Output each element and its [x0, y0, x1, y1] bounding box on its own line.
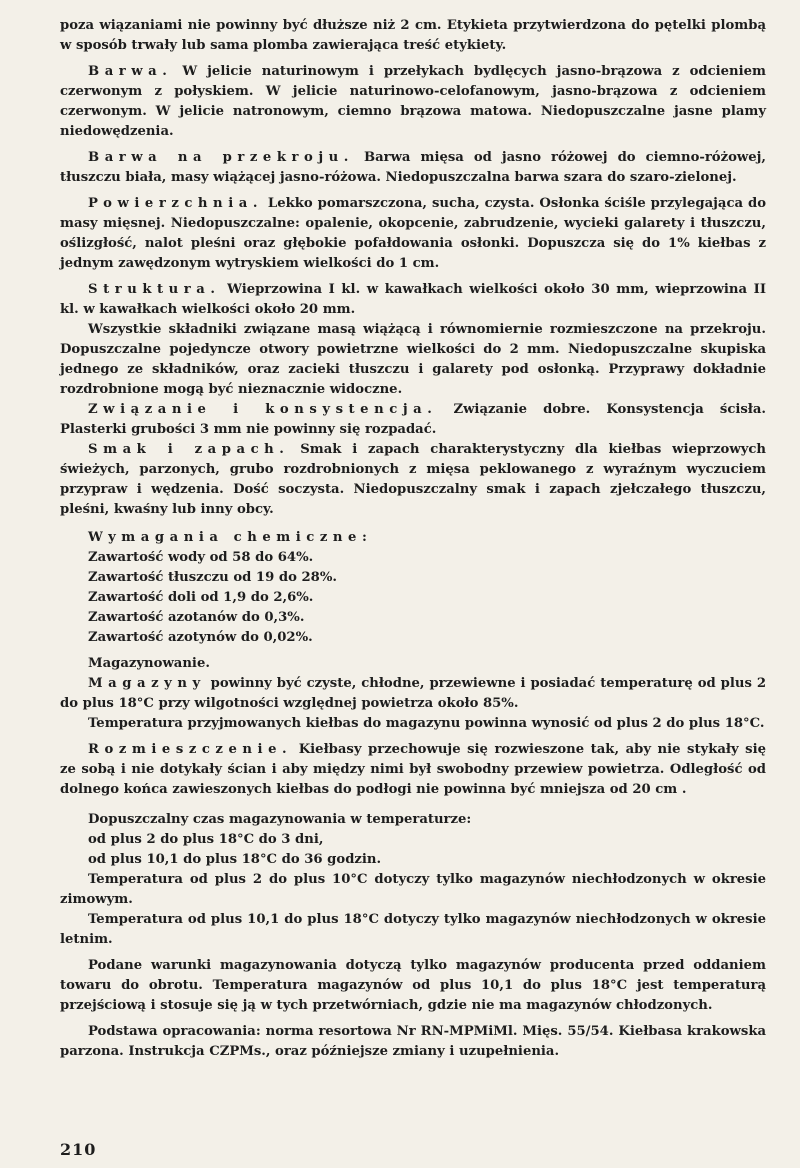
paragraph-magazyny [60, 674, 766, 714]
chem-item: Zawartość tłuszczu od 19 do 28%. [88, 570, 337, 585]
paragraph-barwa [60, 62, 766, 142]
heading-rozmieszczenie: Rozmieszczenie. [88, 742, 293, 757]
text-barwa-przekroj: Barwa mięsa od jasno różowej do ciemno-różowej, tłuszczu biała, masy wiążącej jasno-różowa. Niedopuszczalna barwa szara do szaro-zielonej. [60, 150, 766, 185]
chem-item: Zawartość azotynów do 0,02%. [88, 630, 313, 645]
body-text [60, 16, 766, 1062]
heading-barwa: Barwa. [88, 64, 173, 79]
heading-struktura: Struktura. [88, 282, 221, 297]
text-wiazanie: Związanie dobre. Konsystencja ścisła. Plasterki grubości 3 mm nie powinny się rozpadać. [60, 402, 767, 437]
heading-barwa-przekroj: Barwa na przekroju. [88, 150, 354, 165]
chem-item: Zawartość wody od 58 do 64%. [88, 550, 314, 565]
heading-wiazanie: Związanie i konsystencja. [88, 402, 438, 417]
chemical-requirements [88, 528, 766, 674]
paragraph-temperatura: Temperatura przyjmowanych kiełbas do magazynu powinna wynosić od plus 2 do plus 18°C. [88, 716, 765, 731]
heading-podstawa: Podstawa opracowania: [88, 1024, 261, 1039]
paragraph-struktura-2: Wszystkie składniki związane masą wiążącą i równomiernie rozmieszczone na przekroju. Dopuszczalne pojedyncze otwory powietrzne wielkości do 2 mm. Niedopuszczalne skupiska jednego ze składników, oraz zacieki tłuszczu i galarety pod osłonką. Przyprawy dokładnie rozdrobnione mogą być nieznacznie widoczne. [60, 322, 766, 397]
page-number: 210 [60, 1140, 97, 1159]
text-podstawa: norma resortowa Nr RN-MPMiMl. Mięs. 55/54. Kiełbasa krakowska parzona. Instrukcja CZPMs., oraz późniejsze zmiany i uzupełnienia. [60, 1024, 767, 1059]
paragraph-rozmieszczenie [60, 740, 766, 800]
paragraph-temp-summer: Temperatura od plus 10,1 do plus 18°C dotyczy tylko magazynów niechłodzonych w okresie letnim. [60, 912, 766, 947]
text-rozmieszczenie: Kiełbasy przechowuje się rozwieszone tak, aby nie stykały się ze sobą i nie dotykały ścian i aby między nimi był swobodny przewiew powietrza. Odległość od dolnego końca zawieszonych kiełbas do podłogi nie powinna być mniejsza od 20 cm . [60, 742, 766, 797]
heading-magazynowanie: Magazynowanie. [88, 656, 210, 671]
storage-time-line: od plus 2 do plus 18°C do 3 dni, [88, 832, 324, 847]
chem-item: Zawartość doli od 1,9 do 2,6%. [88, 590, 314, 605]
text-struktura: Wieprzowina I kl. w kawałkach wielkości około 30 mm, wieprzowina II kl. w kawałkach wielkości około 20 mm. [60, 282, 766, 317]
text-smak: Smak i zapach charakterystyczny dla kiełbas wieprzowych świeżych, parzonych, grubo rozdrobnionych z mięsa peklowanego z wyraźnym wyczuciem przypraw i wędzenia. Dość soczysta. Niedopuszczalny smak i zapach zjełczałego tłuszczu, pleśni, kwaśny lub inny obcy. [60, 442, 766, 517]
heading-chem [88, 528, 766, 548]
text-barwa: W jelicie naturinowym i przełykach bydlęcych jasno-brązowa z odcieniem czerwonym z połyskiem. W jelicie naturinowo-celofanowym, jasno-brązowa z odcieniem czerwonym. W jelicie natronowym, ciemno brązowa matowa. Niedopuszczalne jasne plamy niedowędzenia. [60, 64, 766, 139]
paragraph-wiazanie [60, 400, 766, 440]
paragraph-struktura [60, 280, 766, 320]
paragraph-temp-winter: Temperatura od plus 2 do plus 10°C dotyczy tylko magazynów niechłodzonych w okresie zimowym. [60, 872, 766, 907]
paragraph-warunki: Podane warunki magazynowania dotyczą tylko magazynów producenta przed oddaniem towaru do obrotu. Temperatura magazynów od plus 10,1 do plus 18°C jest temperaturą przejściową i stosuje się ją w tych przetwórniach, gdzie nie ma magazynów chłodzonych. [60, 958, 766, 1013]
heading-chem-label: Wymagania chemiczne: [88, 530, 373, 545]
storage-time-line: Dopuszczalny czas magazynowania w temperaturze: [88, 812, 472, 827]
text-powierzchnia: Lekko pomarszczona, sucha, czysta. Osłonka ściśle przylegająca do masy mięsnej. Niedopuszczalne: opalenie, okopcenie, zabrudzenie, wycieki galarety i tłuszczu, oślizgłość, nalot pleśni oraz głębokie pofałdowania osłonki. Dopuszcza się do 1% kiełbas z jednym zawędzonym wytryskiem wielkości do 1 cm. [60, 196, 766, 271]
heading-smak: Smak i zapach. [88, 442, 290, 457]
paragraph-intro: poza wiązaniami nie powinny być dłuższe niż 2 cm. Etykieta przytwierdzona do pętelki plombą w sposób trwały lub sama plomba zawierająca treść etykiety. [60, 18, 766, 53]
paragraph-podstawa [60, 1022, 766, 1062]
paragraph-smak [60, 440, 766, 520]
heading-powierzchnia: Powierzchnia. [88, 196, 263, 211]
paragraph-powierzchnia [60, 194, 766, 274]
storage-time-list [88, 810, 766, 870]
text-magazyny: powinny być czyste, chłodne, przewiewne i posiadać temperaturę od plus 2 do plus 18°C przy wilgotności względnej powietrza około 85%. [60, 676, 766, 711]
heading-magazyny: Magazyny [88, 676, 206, 691]
storage-time-line: od plus 10,1 do plus 18°C do 36 godzin. [88, 852, 382, 867]
paragraph-barwa-przekroj [60, 148, 766, 188]
chem-item: Zawartość azotanów do 0,3%. [88, 610, 305, 625]
